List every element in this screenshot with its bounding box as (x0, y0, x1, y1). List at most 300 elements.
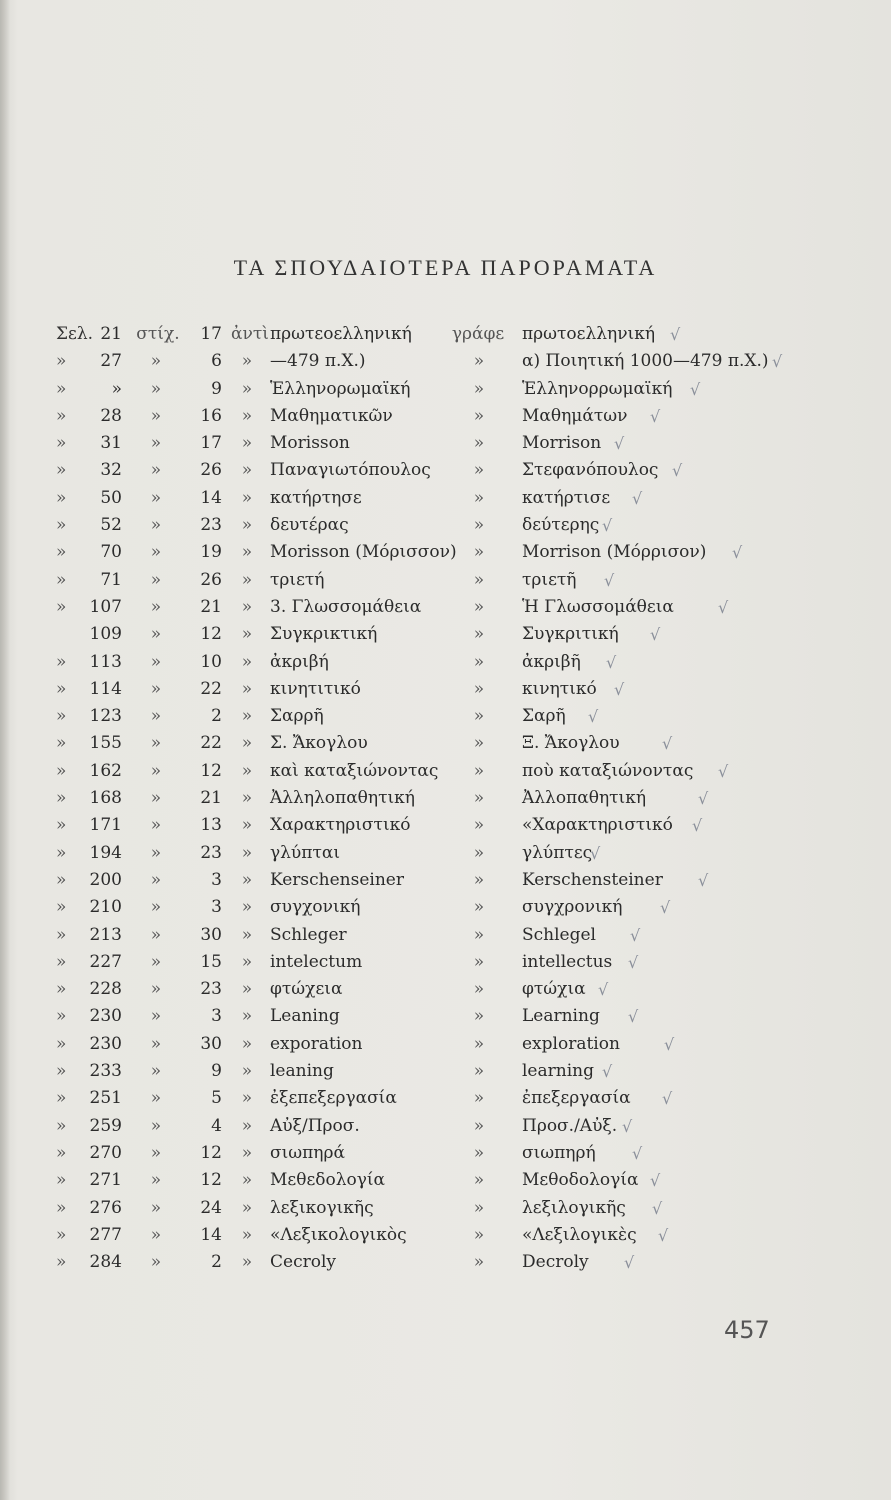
ditto-mark: » (241, 951, 253, 972)
ditto-mark: » (473, 1006, 485, 1027)
errata-row (0, 485, 891, 512)
errata-row (0, 1058, 891, 1085)
correct-text: Συγκριτική (522, 624, 619, 645)
errata-row (0, 703, 891, 730)
wrong-text: ἐξεπεξεργασία (270, 1088, 397, 1109)
ditto-mark: » (150, 678, 162, 699)
page-ref: 194 (89, 842, 122, 863)
ditto-mark: » (241, 733, 253, 754)
ditto-mark: » (150, 869, 162, 890)
check-mark-icon: √ (588, 707, 599, 727)
correct-text: «Λεξιλογικὲς (522, 1224, 637, 1245)
ditto-mark: » (473, 979, 485, 1000)
check-mark-icon: √ (650, 625, 661, 645)
ditto-mark: » (150, 1061, 162, 1082)
correct-text: κατήρτισε (522, 487, 611, 508)
ditto-mark: » (241, 1142, 253, 1163)
check-mark-icon: √ (602, 516, 613, 536)
ditto-mark: » (473, 378, 485, 399)
line-ref: 5 (211, 1088, 222, 1109)
ditto-mark: » (150, 951, 162, 972)
ditto-mark: » (56, 1142, 67, 1163)
line-ref: 9 (211, 378, 222, 399)
line-ref: 16 (200, 405, 222, 426)
line-ref: 15 (200, 951, 222, 972)
errata-row (0, 1113, 891, 1140)
ditto-mark: » (473, 678, 485, 699)
line-ref: 3 (211, 1006, 222, 1027)
ditto-mark: » (56, 1115, 67, 1136)
correct-text: λεξιλογικῆς (522, 1197, 626, 1218)
line-ref: 14 (200, 1224, 222, 1245)
check-mark-icon: √ (622, 1116, 633, 1136)
ditto-mark: » (473, 569, 485, 590)
errata-row (0, 1085, 891, 1112)
errata-table (0, 321, 891, 1276)
wrong-text: τριετή (270, 569, 325, 590)
ditto-mark: » (56, 869, 67, 890)
errata-row (0, 567, 891, 594)
page-ref: 31 (100, 433, 122, 454)
wrong-text: exporation (270, 1033, 363, 1054)
ditto-mark: » (241, 624, 253, 645)
ditto-mark: » (150, 842, 162, 863)
wrong-text: 3. Γλωσσομάθεια (270, 596, 422, 617)
page-ref: 32 (100, 460, 122, 481)
write-label: γράφε (451, 324, 505, 344)
ditto-mark: » (56, 405, 67, 426)
ditto-mark: » (150, 569, 162, 590)
page-ref: 113 (89, 651, 122, 672)
correct-text: Μαθημάτων (522, 405, 628, 426)
ditto-mark: » (473, 842, 485, 863)
ditto-mark: » (150, 760, 162, 781)
wrong-text: Μαθηματικῶν (270, 405, 393, 426)
wrong-text: Αὐξ/Προσ. (270, 1115, 360, 1136)
check-mark-icon: √ (606, 652, 617, 672)
page-number: 457 (724, 1316, 770, 1344)
ditto-mark: » (473, 460, 485, 481)
wrong-text: Schleger (270, 924, 347, 945)
correct-text: κινητικό (522, 678, 597, 699)
errata-row (0, 621, 891, 648)
correct-text: intellectus (522, 951, 613, 972)
ditto-mark: » (241, 678, 253, 699)
wrong-text: δευτέρας (270, 515, 349, 536)
correct-text: Kerschensteiner (522, 869, 663, 890)
wrong-text: πρωτεοελληνική (270, 324, 412, 344)
check-mark-icon: √ (718, 597, 729, 617)
ditto-mark: » (473, 733, 485, 754)
errata-row (0, 348, 891, 375)
ditto-mark: » (150, 733, 162, 754)
check-mark-icon: √ (662, 1089, 673, 1109)
ditto-mark: » (150, 515, 162, 536)
errata-row (0, 676, 891, 703)
ditto-mark: » (150, 596, 162, 617)
check-mark-icon: √ (630, 925, 641, 945)
correct-text: τριετῆ (522, 569, 577, 590)
page-ref: 213 (89, 924, 122, 945)
ditto-mark: » (150, 378, 162, 399)
check-mark-icon: √ (624, 1253, 635, 1273)
line-ref: 30 (200, 1033, 222, 1054)
ditto-mark: » (473, 869, 485, 890)
ditto-mark: » (241, 706, 253, 727)
check-mark-icon: √ (698, 870, 709, 890)
wrong-text: Χαρακτηριστικό (270, 815, 411, 836)
check-mark-icon: √ (628, 952, 639, 972)
line-ref: 24 (200, 1197, 222, 1218)
wrong-text: Cecroly (270, 1252, 336, 1273)
line-ref: 3 (211, 869, 222, 890)
wrong-text: Ἑλληνορωμαϊκή (270, 378, 411, 399)
ditto-mark: » (473, 1170, 485, 1191)
correct-text: exploration (522, 1033, 620, 1054)
line-ref: 23 (200, 842, 222, 863)
ditto-mark: » (241, 433, 253, 454)
check-mark-icon: √ (650, 1171, 661, 1191)
correct-text: Προσ./Αὐξ. (522, 1115, 618, 1136)
line-label: στίχ. (136, 324, 180, 344)
ditto-mark: » (473, 706, 485, 727)
ditto-mark: » (241, 460, 253, 481)
ditto-mark: » (241, 487, 253, 508)
check-mark-icon: √ (732, 543, 743, 563)
line-ref: 26 (200, 569, 222, 590)
line-ref: 17 (200, 324, 222, 344)
ditto-mark: » (473, 1142, 485, 1163)
line-ref: 12 (200, 1170, 222, 1191)
line-ref: 12 (200, 760, 222, 781)
ditto-mark: » (56, 1006, 67, 1027)
check-mark-icon: √ (672, 461, 683, 481)
wrong-text: Leaning (270, 1006, 340, 1027)
errata-row (0, 1003, 891, 1030)
correct-text: Σαρῆ (522, 706, 566, 727)
wrong-text: κινητιτικό (270, 678, 361, 699)
errata-row (0, 430, 891, 457)
wrong-text: Μεθεδολογία (270, 1170, 386, 1191)
wrong-text: Morisson (Μόρισσον) (270, 542, 457, 563)
page-ref: 233 (89, 1061, 122, 1082)
ditto-mark: » (56, 760, 67, 781)
correct-text: Decroly (522, 1252, 589, 1273)
correct-text: φτώχια (522, 979, 586, 1000)
check-mark-icon: √ (718, 761, 729, 781)
ditto-mark: » (150, 405, 162, 426)
ditto-mark: » (241, 1006, 253, 1027)
ditto-mark: » (56, 951, 67, 972)
ditto-mark: » (241, 1061, 253, 1082)
wrong-text: Morisson (270, 433, 350, 454)
ditto-mark: » (241, 515, 253, 536)
line-ref: 6 (211, 351, 222, 372)
ditto-mark: » (473, 596, 485, 617)
ditto-mark: » (150, 1224, 162, 1245)
ditto-mark: » (150, 487, 162, 508)
wrong-text: κατήρτησε (270, 487, 362, 508)
check-mark-icon: √ (660, 898, 671, 918)
correct-text: συγχρονική (522, 897, 623, 918)
page-title: ΤΑ ΣΠΟΥΔΑΙΟΤΕΡΑ ΠΑΡΟΡΑΜΑΤΑ (233, 255, 658, 280)
check-mark-icon: √ (628, 1007, 639, 1027)
page-ref: 200 (89, 869, 122, 890)
page-ref: 162 (89, 760, 122, 781)
check-mark-icon: √ (614, 679, 625, 699)
wrong-text: Συγκρικτική (270, 624, 378, 645)
ditto-mark: » (56, 842, 67, 863)
line-ref: 14 (200, 487, 222, 508)
page-ref: 52 (100, 515, 122, 536)
page-ref: 277 (89, 1224, 122, 1245)
page-ref: 28 (100, 405, 122, 426)
line-ref: 4 (211, 1115, 222, 1136)
errata-row (0, 1249, 891, 1276)
ditto-mark: » (150, 624, 162, 645)
ditto-mark: » (150, 1252, 162, 1273)
correct-text: Στεφανόπουλος (522, 460, 659, 481)
check-mark-icon: √ (670, 325, 681, 344)
ditto-mark: » (56, 515, 67, 536)
ditto-mark: » (473, 788, 485, 809)
wrong-text: σιωπηρά (270, 1142, 345, 1163)
correct-text: learning (522, 1061, 594, 1082)
line-ref: 22 (200, 733, 222, 754)
ditto-mark: » (150, 351, 162, 372)
line-ref: 23 (200, 515, 222, 536)
line-ref: 9 (211, 1061, 222, 1082)
errata-row (0, 758, 891, 785)
ditto-mark: » (473, 897, 485, 918)
ditto-mark: » (241, 842, 253, 863)
wrong-text: συγχονική (270, 897, 361, 918)
page-ref: 251 (89, 1088, 122, 1109)
errata-row (0, 321, 891, 348)
wrong-text: Σαρρῆ (270, 706, 324, 727)
wrong-text: Σ. Ἄκογλου (270, 733, 368, 754)
errata-row (0, 457, 891, 484)
errata-row (0, 376, 891, 403)
correct-text: Ξ. Ἄκογλου (522, 733, 620, 754)
correct-text: Morrison (Μόρρισον) (522, 542, 707, 563)
ditto-mark: » (241, 1170, 253, 1191)
ditto-mark: » (150, 433, 162, 454)
page-ref: 155 (89, 733, 122, 754)
line-ref: 30 (200, 924, 222, 945)
ditto-mark: » (56, 460, 67, 481)
check-mark-icon: √ (632, 1143, 643, 1163)
check-mark-icon: √ (664, 1034, 675, 1054)
correct-text: πρωτοελληνική (522, 324, 656, 344)
check-mark-icon: √ (604, 570, 615, 590)
page-ref: » (111, 378, 122, 399)
page-ref: 230 (89, 1033, 122, 1054)
line-ref: 17 (200, 433, 222, 454)
ditto-mark: » (241, 1088, 253, 1109)
check-mark-icon: √ (632, 488, 643, 508)
page-ref: 259 (89, 1115, 122, 1136)
ditto-mark: » (241, 897, 253, 918)
ditto-mark: » (150, 1006, 162, 1027)
ditto-mark: » (473, 542, 485, 563)
check-mark-icon: √ (598, 980, 609, 1000)
check-mark-icon: √ (658, 1225, 669, 1245)
wrong-text: —479 π.Χ.) (270, 351, 366, 372)
ditto-mark: » (241, 815, 253, 836)
page-ref: 284 (89, 1252, 122, 1273)
ditto-mark: » (56, 678, 67, 699)
page-ref: 107 (89, 596, 122, 617)
errata-row (0, 922, 891, 949)
ditto-mark: » (150, 924, 162, 945)
ditto-mark: » (473, 624, 485, 645)
ditto-mark: » (241, 979, 253, 1000)
ditto-mark: » (241, 869, 253, 890)
errata-row (0, 403, 891, 430)
ditto-mark: » (241, 788, 253, 809)
ditto-mark: » (473, 1115, 485, 1136)
ditto-mark: » (56, 487, 67, 508)
ditto-mark: » (473, 487, 485, 508)
ditto-mark: » (241, 1033, 253, 1054)
line-ref: 13 (200, 815, 222, 836)
line-ref: 22 (200, 678, 222, 699)
ditto-mark: » (473, 815, 485, 836)
ditto-mark: » (150, 542, 162, 563)
wrong-text: ἀκριβή (270, 651, 329, 672)
errata-row (0, 539, 891, 566)
ditto-mark: » (56, 378, 67, 399)
page-label: Σελ. (56, 324, 94, 344)
ditto-mark: » (241, 596, 253, 617)
ditto-mark: » (56, 979, 67, 1000)
ditto-mark: » (241, 1252, 253, 1273)
wrong-text: καὶ καταξιώνοντας (270, 760, 439, 781)
ditto-mark: » (56, 351, 67, 372)
ditto-mark: » (150, 1197, 162, 1218)
page-ref: 123 (89, 706, 122, 727)
errata-row (0, 785, 891, 812)
correct-text: Ἑλληνορρωμαϊκή (522, 378, 673, 399)
correct-text: σιωπηρή (522, 1142, 596, 1163)
ditto-mark: » (56, 1170, 67, 1191)
wrong-text: Παναγιωτόπουλος (270, 460, 431, 481)
ditto-mark: » (56, 897, 67, 918)
correct-text: α) Ποιητική 1000—479 π.Χ.) (522, 351, 769, 372)
ditto-mark: » (241, 924, 253, 945)
ditto-mark: » (150, 651, 162, 672)
wrong-text: Kerschenseiner (270, 869, 404, 890)
ditto-mark: » (56, 1088, 67, 1109)
ditto-mark: » (241, 351, 253, 372)
page-ref: 109 (89, 624, 122, 645)
line-ref: 21 (200, 596, 222, 617)
ditto-mark: » (473, 351, 485, 372)
page-ref: 270 (89, 1142, 122, 1163)
check-mark-icon: √ (602, 1062, 613, 1082)
errata-row (0, 1195, 891, 1222)
check-mark-icon: √ (692, 816, 703, 836)
page-ref: 70 (100, 542, 122, 563)
errata-row (0, 1140, 891, 1167)
correct-text: Ἀλλοπαθητική (522, 788, 647, 809)
ditto-mark: » (241, 542, 253, 563)
page-ref: 27 (100, 351, 122, 372)
ditto-mark: » (150, 460, 162, 481)
page-ref: 21 (100, 324, 122, 344)
ditto-mark: » (473, 951, 485, 972)
line-ref: 3 (211, 897, 222, 918)
errata-row (0, 1031, 891, 1058)
check-mark-icon: √ (662, 734, 673, 754)
check-mark-icon: √ (590, 843, 601, 863)
ditto-mark: » (56, 569, 67, 590)
line-ref: 21 (200, 788, 222, 809)
ditto-mark: » (150, 1033, 162, 1054)
check-mark-icon: √ (698, 789, 709, 809)
ditto-mark: » (473, 651, 485, 672)
wrong-text: λεξικογικῆς (270, 1197, 374, 1218)
line-ref: 2 (211, 1252, 222, 1273)
correct-text: Morrison (522, 433, 602, 454)
wrong-text: φτώχεια (270, 979, 343, 1000)
errata-row (0, 840, 891, 867)
ditto-mark: » (56, 815, 67, 836)
ditto-mark: » (473, 1061, 485, 1082)
errata-row (0, 867, 891, 894)
page-ref: 50 (100, 487, 122, 508)
ditto-mark: » (56, 1197, 67, 1218)
ditto-mark: » (150, 815, 162, 836)
ditto-mark: » (56, 924, 67, 945)
page-ref: 230 (89, 1006, 122, 1027)
ditto-mark: » (150, 1170, 162, 1191)
errata-row (0, 1167, 891, 1194)
errata-row (0, 949, 891, 976)
check-mark-icon: √ (652, 1198, 663, 1218)
ditto-mark: » (150, 979, 162, 1000)
ditto-mark: » (241, 1224, 253, 1245)
line-ref: 2 (211, 706, 222, 727)
ditto-mark: » (473, 1224, 485, 1245)
page-ref: 271 (89, 1170, 122, 1191)
errata-row (0, 894, 891, 921)
correct-text: ἀκριβῆ (522, 651, 581, 672)
ditto-mark: » (241, 405, 253, 426)
ditto-mark: » (473, 760, 485, 781)
page-ref: 171 (89, 815, 122, 836)
ditto-mark: » (56, 1224, 67, 1245)
ditto-mark: » (56, 433, 67, 454)
wrong-text: Ἀλληλοπαθητική (270, 788, 415, 809)
ditto-mark: » (56, 706, 67, 727)
instead-label: ἀντὶ (231, 324, 269, 344)
page-ref: 228 (89, 979, 122, 1000)
ditto-mark: » (150, 897, 162, 918)
ditto-mark: » (473, 433, 485, 454)
errata-row (0, 812, 891, 839)
check-mark-icon: √ (650, 406, 661, 426)
line-ref: 26 (200, 460, 222, 481)
page-ref: 114 (89, 678, 122, 699)
line-ref: 10 (200, 651, 222, 672)
errata-row (0, 512, 891, 539)
errata-row (0, 730, 891, 757)
page-ref: 71 (100, 569, 122, 590)
line-ref: 12 (200, 1142, 222, 1163)
wrong-text: «Λεξικολογικὸς (270, 1224, 407, 1245)
